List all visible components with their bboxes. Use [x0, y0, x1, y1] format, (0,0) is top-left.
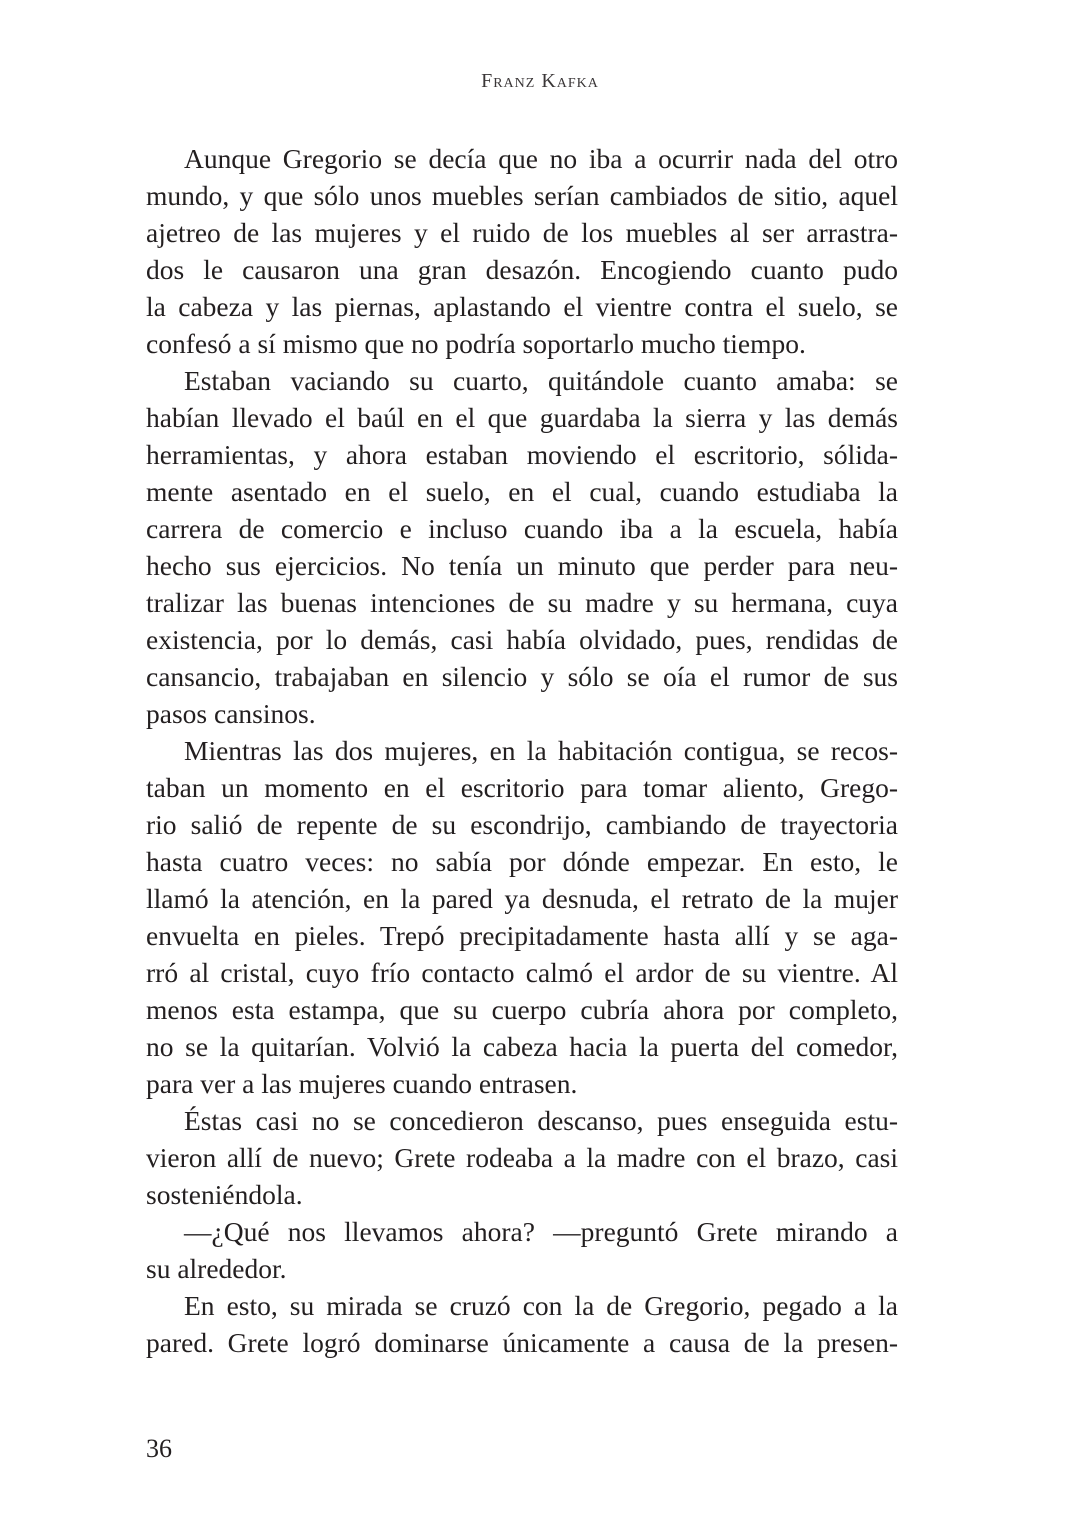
paragraph	[146, 732, 898, 1102]
text-line: Éstas casi no se concedieron descanso, pues enseguida estu-	[184, 1105, 898, 1136]
text-line: —¿Qué nos llevamos ahora? —preguntó Grete mirando a	[184, 1216, 898, 1247]
text-line: su alrededor.	[146, 1253, 287, 1284]
text-line: habían llevado el baúl en el que guardaba la sierra y las demás	[146, 402, 898, 433]
text-line: vieron allí de nuevo; Grete rodeaba a la madre con el brazo, casi	[146, 1142, 898, 1173]
paragraph	[146, 1213, 898, 1287]
text-line: taban un momento en el escritorio para tomar aliento, Grego-	[146, 772, 898, 803]
text-line: hasta cuatro veces: no sabía por dónde empezar. En esto, le	[146, 846, 898, 877]
text-line: Estaban vaciando su cuarto, quitándole cuanto amaba: se	[184, 365, 898, 396]
text-line: rró al cristal, cuyo frío contacto calmó el ardor de su vientre. Al	[146, 957, 898, 988]
text-line: pared. Grete logró dominarse únicamente a causa de la presen-	[146, 1327, 898, 1358]
text-line: hecho sus ejercicios. No tenía un minuto que perder para neu-	[146, 550, 898, 581]
text-line: llamó la atención, en la pared ya desnuda, el retrato de la mujer	[146, 883, 898, 914]
text-line: Aunque Gregorio se decía que no iba a ocurrir nada del otro	[184, 143, 898, 174]
paragraph	[146, 1287, 898, 1361]
text-line: tralizar las buenas intenciones de su madre y su hermana, cuya	[146, 587, 898, 618]
text-line: herramientas, y ahora estaban moviendo el escritorio, sólida-	[146, 439, 898, 470]
text-line: ajetreo de las mujeres y el ruido de los muebles al ser arrastra-	[146, 217, 898, 248]
text-line: dos le causaron una gran desazón. Encogiendo cuanto pudo	[146, 254, 898, 285]
text-line: carrera de comercio e incluso cuando iba a la escuela, había	[146, 513, 898, 544]
text-line: mundo, y que sólo unos muebles serían cambiados de sitio, aquel	[146, 180, 898, 211]
paragraph	[146, 140, 898, 362]
paragraph	[146, 362, 898, 732]
text-line: para ver a las mujeres cuando entrasen.	[146, 1068, 578, 1099]
text-line: pasos cansinos.	[146, 698, 316, 729]
text-line: mente asentado en el suelo, en el cual, cuando estudiaba la	[146, 476, 898, 507]
text-line: la cabeza y las piernas, aplastando el vientre contra el suelo, se	[146, 291, 898, 322]
paragraph	[146, 1102, 898, 1213]
text-line: no se la quitarían. Volvió la cabeza hacia la puerta del comedor,	[146, 1031, 898, 1062]
text-line: Mientras las dos mujeres, en la habitación contigua, se recos-	[184, 735, 898, 766]
text-line: existencia, por lo demás, casi había olvidado, pues, rendidas de	[146, 624, 898, 655]
text-line: envuelta en pieles. Trepó precipitadamente hasta allí y se aga-	[146, 920, 898, 951]
text-line: En esto, su mirada se cruzó con la de Gregorio, pegado a la	[184, 1290, 898, 1321]
running-header: Franz Kafka	[481, 70, 599, 92]
text-line: menos esta estampa, que su cuerpo cubría ahora por completo,	[146, 994, 898, 1025]
text-line: sosteniéndola.	[146, 1179, 303, 1210]
body-text	[146, 140, 898, 1361]
text-line: cansancio, trabajaban en silencio y sólo se oía el rumor de sus	[146, 661, 898, 692]
text-line: rio salió de repente de su escondrijo, cambiando de trayectoria	[146, 809, 898, 840]
page-number: 36	[146, 1434, 172, 1463]
text-line: confesó a sí mismo que no podría soportarlo mucho tiempo.	[146, 328, 806, 359]
